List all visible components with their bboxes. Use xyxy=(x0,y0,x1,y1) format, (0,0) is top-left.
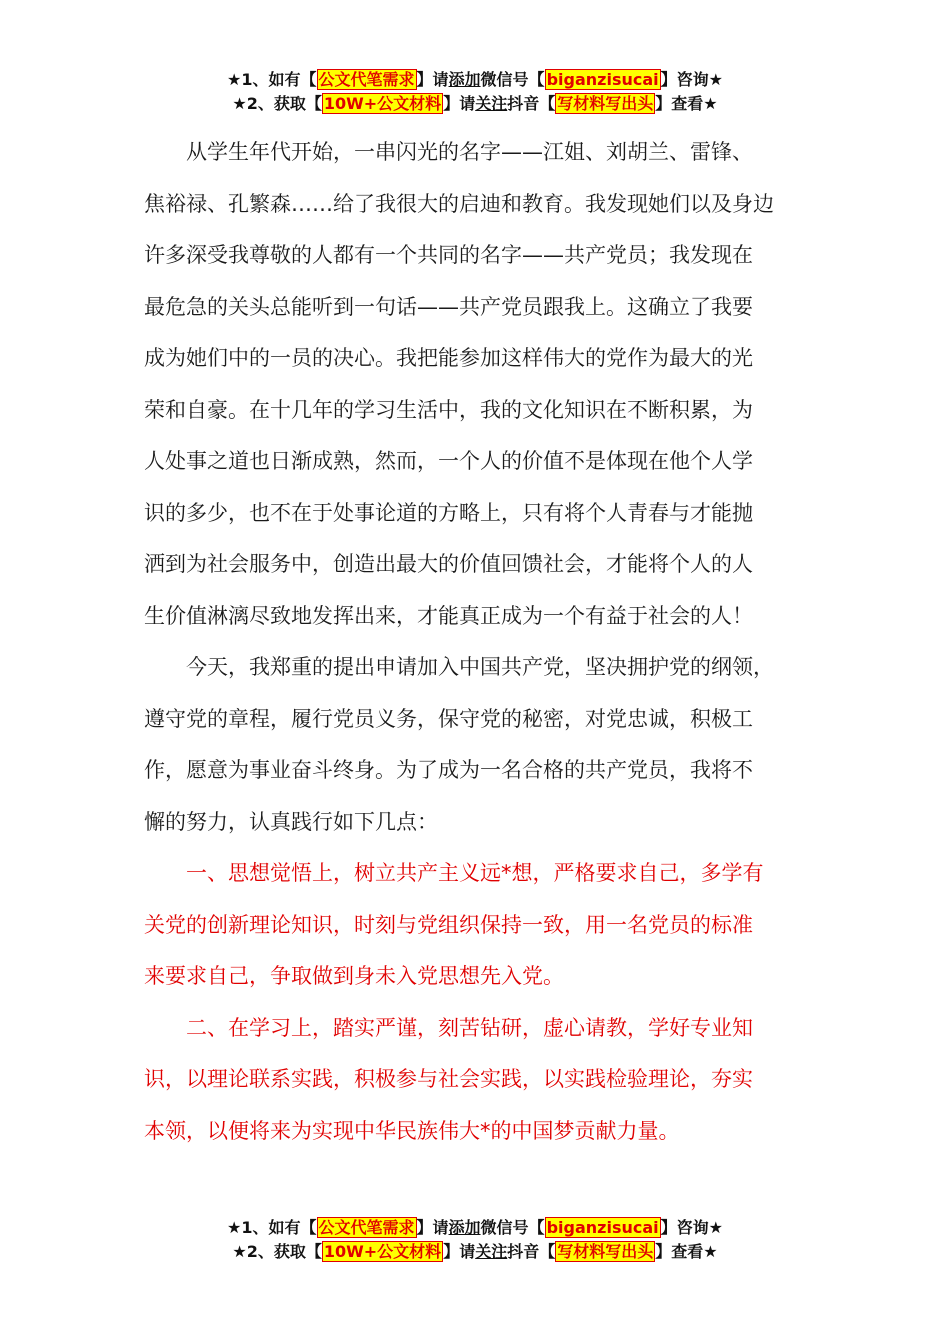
promo-emphasis: 关注 xyxy=(475,94,508,113)
promo-text: 】咨询★ xyxy=(660,70,723,89)
promo-text: 】请 xyxy=(443,1242,476,1261)
text-line: 洒到为社会服务中，创造出最大的价值回馈社会，才能将个人的人 xyxy=(144,552,753,576)
text-line: 人处事之道也日渐成熟，然而，一个人的价值不是体现在他个人学 xyxy=(144,449,753,473)
promo-text: 】请 xyxy=(416,1218,449,1237)
text-line: 懈的努力，认真践行如下几点： xyxy=(144,809,438,834)
text-line: 二、在学习上，踏实严谨，刻苦钻研，虚心请教，学好专业知 xyxy=(144,1015,753,1040)
promo-text: 微信号【 xyxy=(480,1218,545,1237)
promo-banner-top xyxy=(0,68,950,116)
point-one-ideology xyxy=(144,853,806,1008)
promo-text: 抖音【 xyxy=(507,1242,556,1261)
text-line: 许多深受我尊敬的人都有一个共同的名字——共产党员；我发现在 xyxy=(144,243,753,267)
promo-emphasis: 添加 xyxy=(448,70,481,89)
paragraph-motivation xyxy=(144,132,806,647)
text-line: 成为她们中的一员的决心。我把能参加这样伟大的党作为最大的光 xyxy=(144,346,753,370)
promo-highlight: 公文代笔需求 xyxy=(318,70,415,89)
text-line: 识的多少，也不在于处事论道的方略上，只有将个人青春与才能抛 xyxy=(144,500,753,525)
wechat-id-highlight: biganzisucai xyxy=(546,70,659,89)
promo-text: 微信号【 xyxy=(480,70,545,89)
promo-line-1 xyxy=(0,1216,950,1240)
point-two-study xyxy=(144,1008,806,1163)
text-line: 关党的创新理论知识，时刻与党组织保持一致，用一名党员的标准 xyxy=(144,912,753,937)
text-line: 来要求自己，争取做到身未入党思想先入党。 xyxy=(144,964,564,988)
wechat-id-highlight: biganzisucai xyxy=(546,1218,659,1237)
promo-text: 抖音【 xyxy=(507,94,556,113)
promo-highlight: 10W+公文材料 xyxy=(323,94,442,113)
text-line: 生价值淋漓尽致地发挥出来，才能真正成为一个有益于社会的人！ xyxy=(144,603,753,628)
promo-line-1 xyxy=(0,68,950,92)
paragraph-application xyxy=(144,647,806,853)
promo-line-2 xyxy=(0,1240,950,1264)
promo-text: ★1、如有【 xyxy=(227,1218,317,1237)
text-line: 焦裕禄、孔繁森……给了我很大的启迪和教育。我发现她们以及身边 xyxy=(144,191,774,216)
promo-highlight: 公文代笔需求 xyxy=(318,1218,415,1237)
text-line: 识，以理论联系实践，积极参与社会实践，以实践检验理论，夯实 xyxy=(144,1067,753,1091)
promo-text: 】咨询★ xyxy=(660,1218,723,1237)
promo-text: ★1、如有【 xyxy=(227,70,317,89)
douyin-id-highlight: 写材料写出头 xyxy=(557,94,654,113)
text-line: 遵守党的章程，履行党员义务，保守党的秘密，对党忠诚，积极工 xyxy=(144,706,753,731)
text-line: 本领，以便将来为实现中华民族伟大*的中国梦贡献力量。 xyxy=(144,1118,680,1143)
document-body xyxy=(144,132,806,1162)
text-line: 一、思想觉悟上，树立共产主义远*想，严格要求自己，多学有 xyxy=(144,861,764,885)
text-line: 荣和自豪。在十几年的学习生活中，我的文化知识在不断积累，为 xyxy=(144,397,753,422)
promo-text: 】请 xyxy=(416,70,449,89)
promo-highlight: 10W+公文材料 xyxy=(323,1242,442,1261)
douyin-id-highlight: 写材料写出头 xyxy=(557,1242,654,1261)
promo-text: 】查看★ xyxy=(655,94,718,113)
text-line: 从学生年代开始，一串闪光的名字——江姐、刘胡兰、雷锋、 xyxy=(144,140,753,164)
promo-emphasis: 添加 xyxy=(448,1218,481,1237)
promo-banner-bottom xyxy=(0,1216,950,1264)
promo-text: 】查看★ xyxy=(655,1242,718,1261)
text-line: 今天，我郑重的提出申请加入中国共产党，坚决拥护党的纲领， xyxy=(144,655,774,679)
promo-text: ★2、获取【 xyxy=(232,94,322,113)
text-line: 最危急的关头总能听到一句话——共产党员跟我上。这确立了我要 xyxy=(144,294,753,319)
promo-line-2 xyxy=(0,92,950,116)
promo-text: 】请 xyxy=(443,94,476,113)
promo-emphasis: 关注 xyxy=(475,1242,508,1261)
text-line: 作，愿意为事业奋斗终身。为了成为一名合格的共产党员，我将不 xyxy=(144,758,753,782)
promo-text: ★2、获取【 xyxy=(232,1242,322,1261)
